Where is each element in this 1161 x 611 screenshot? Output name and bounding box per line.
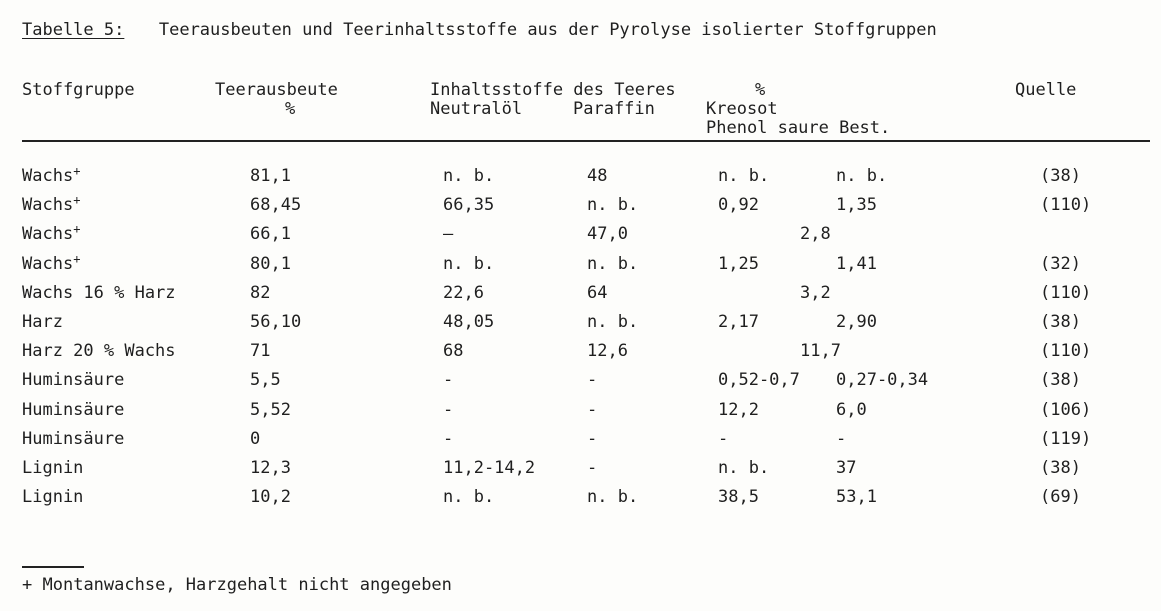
row-neutraloel-text: - (443, 429, 454, 449)
row-neutraloel-text: n. b. (443, 166, 495, 186)
row-quelle (1040, 195, 1091, 215)
row-saure-best-text: - (836, 429, 847, 449)
row-teerausbeute-text: 56,10 (250, 312, 302, 332)
row-paraffin (587, 341, 628, 361)
row-stoffgruppe (22, 400, 124, 420)
footnote-marker: + (22, 575, 33, 595)
row-neutraloel (443, 224, 453, 244)
row-neutraloel (443, 166, 494, 186)
row-stoffgruppe-text: Wachs (22, 195, 74, 215)
row-teerausbeute-text: 12,3 (250, 458, 291, 478)
footnote-text: Montanwachse, Harzgehalt nicht angegeben (42, 575, 452, 595)
row-quelle-text: (38) (1040, 166, 1081, 186)
header-teerausbeute-unit: % (285, 99, 296, 119)
footnote-ref: + (73, 252, 81, 266)
row-teerausbeute (250, 341, 270, 361)
row-phenol-text: - (718, 429, 729, 449)
row-phenol-text: 0,92 (718, 195, 759, 215)
row-quelle (1040, 487, 1081, 507)
row-teerausbeute (250, 166, 291, 186)
row-phenol (718, 166, 769, 186)
row-stoffgruppe-text: Harz 20 % Wachs (22, 341, 176, 361)
row-teerausbeute (250, 283, 270, 303)
row-phenol-text: 12,2 (718, 400, 759, 420)
row-saure-best (836, 195, 877, 215)
row-paraffin (587, 312, 638, 332)
row-teerausbeute (250, 429, 260, 449)
row-neutraloel (443, 370, 453, 390)
row-neutraloel-text: – (443, 224, 454, 244)
row-quelle-text: (32) (1040, 254, 1081, 274)
row-quelle-text: (119) (1040, 429, 1092, 449)
row-saure-best-text: 1,41 (836, 254, 877, 274)
row-teerausbeute (250, 458, 291, 478)
row-stoffgruppe (22, 429, 124, 449)
header-kreosot-sub (706, 118, 890, 138)
row-quelle (1040, 341, 1091, 361)
row-neutraloel-text: 68 (443, 341, 464, 361)
row-stoffgruppe (22, 487, 83, 507)
row-neutraloel-text: 22,6 (443, 283, 484, 303)
header-rule (22, 140, 1150, 142)
row-saure-best (836, 458, 856, 478)
row-teerausbeute (250, 224, 291, 244)
row-phenol (718, 400, 759, 420)
row-stoffgruppe-text: Lignin (22, 458, 84, 478)
row-quelle (1040, 370, 1081, 390)
header-paraffin: Paraffin (573, 99, 655, 119)
row-neutraloel-text: n. b. (443, 487, 495, 507)
row-stoffgruppe (22, 312, 63, 332)
row-stoffgruppe-text: Wachs (22, 224, 74, 244)
row-teerausbeute-text: 66,1 (250, 224, 291, 244)
caption-title: Teerausbeuten und Teerinhaltsstoffe aus der Pyrolyse isolierter Stoffgruppen (158, 20, 937, 40)
row-phenol (718, 458, 769, 478)
footnote (22, 575, 452, 595)
row-saure-best (836, 400, 867, 420)
row-stoffgruppe (22, 341, 176, 361)
row-paraffin-text: 48 (587, 166, 608, 186)
header-teerausbeute: Teerausbeute (215, 80, 338, 100)
row-paraffin (587, 429, 597, 449)
row-saure-best (836, 370, 928, 390)
row-teerausbeute (250, 254, 291, 274)
row-stoffgruppe (22, 224, 80, 245)
row-teerausbeute (250, 370, 281, 390)
row-teerausbeute-text: 71 (250, 341, 271, 361)
row-saure-best (836, 487, 877, 507)
caption-label: Tabelle 5: (22, 20, 125, 40)
row-paraffin (587, 166, 607, 186)
row-quelle-text: (38) (1040, 458, 1081, 478)
row-neutraloel (443, 429, 453, 449)
row-teerausbeute-text: 68,45 (250, 195, 302, 215)
row-saure-best-text: 53,1 (836, 487, 877, 507)
row-kreosot-total: 3,2 (800, 283, 831, 303)
row-quelle (1040, 283, 1091, 303)
row-teerausbeute-text: 81,1 (250, 166, 291, 186)
row-phenol-text: 1,25 (718, 254, 759, 274)
row-phenol (718, 254, 759, 274)
row-teerausbeute-text: 5,52 (250, 400, 291, 420)
row-kreosot-total: 2,8 (800, 224, 831, 244)
row-paraffin (587, 195, 638, 215)
row-stoffgruppe (22, 283, 176, 303)
row-stoffgruppe-text: Huminsäure (22, 400, 125, 420)
row-stoffgruppe-text: Wachs (22, 254, 74, 274)
footnote-ref: + (73, 164, 81, 178)
row-phenol-text: 0,52-0,7 (718, 370, 800, 390)
row-neutraloel (443, 283, 484, 303)
row-phenol-text: n. b. (718, 458, 770, 478)
row-paraffin (587, 458, 597, 478)
header-inhaltsstoffe-unit: % (755, 80, 766, 100)
row-paraffin-text: 64 (587, 283, 608, 303)
row-teerausbeute (250, 400, 291, 420)
row-neutraloel (443, 254, 494, 274)
row-paraffin-text: n. b. (587, 487, 639, 507)
row-saure-best-text: n. b. (836, 166, 888, 186)
row-stoffgruppe (22, 166, 80, 187)
row-phenol-text: n. b. (718, 166, 770, 186)
table-caption (22, 20, 937, 40)
row-quelle-text: (38) (1040, 312, 1081, 332)
row-saure-best-text: 37 (836, 458, 857, 478)
row-saure-best (836, 166, 887, 186)
row-neutraloel-text: - (443, 400, 454, 420)
row-stoffgruppe (22, 195, 80, 216)
row-teerausbeute-text: 5,5 (250, 370, 281, 390)
row-stoffgruppe (22, 370, 124, 390)
row-stoffgruppe-text: Huminsäure (22, 429, 125, 449)
row-neutraloel (443, 341, 463, 361)
row-phenol (718, 429, 728, 449)
row-quelle (1040, 166, 1081, 186)
header-stoffgruppe: Stoffgruppe (22, 80, 135, 100)
row-neutraloel-text: - (443, 370, 454, 390)
row-stoffgruppe-text: Lignin (22, 487, 84, 507)
row-paraffin-text: n. b. (587, 254, 639, 274)
row-teerausbeute (250, 312, 301, 332)
row-quelle (1040, 458, 1081, 478)
row-neutraloel (443, 458, 535, 478)
row-paraffin-text: - (587, 429, 598, 449)
header-saure-best: saure Best. (777, 118, 891, 138)
row-neutraloel-text: n. b. (443, 254, 495, 274)
row-stoffgruppe (22, 254, 80, 275)
row-saure-best (836, 254, 877, 274)
row-phenol (718, 370, 800, 390)
footnote-rule (22, 566, 84, 568)
row-quelle (1040, 429, 1091, 449)
row-quelle-text: (106) (1040, 400, 1092, 420)
row-paraffin-text: - (587, 370, 598, 390)
row-paraffin-text: 47,0 (587, 224, 628, 244)
row-quelle-text: (110) (1040, 195, 1092, 215)
row-paraffin-text: - (587, 458, 598, 478)
row-quelle (1040, 254, 1081, 274)
row-teerausbeute (250, 195, 301, 215)
row-paraffin-text: n. b. (587, 312, 639, 332)
row-teerausbeute-text: 0 (250, 429, 261, 449)
row-paraffin (587, 487, 638, 507)
row-saure-best-text: 6,0 (836, 400, 867, 420)
row-quelle-text: (110) (1040, 283, 1092, 303)
row-quelle-text: (110) (1040, 341, 1092, 361)
row-paraffin-text: - (587, 400, 598, 420)
row-saure-best (836, 429, 846, 449)
row-phenol-text: 38,5 (718, 487, 759, 507)
header-neutraloel: Neutralöl (430, 99, 523, 119)
row-paraffin (587, 224, 628, 244)
row-saure-best (836, 312, 877, 332)
row-quelle (1040, 312, 1081, 332)
row-phenol-text: 2,17 (718, 312, 759, 332)
footnote-ref: + (73, 193, 81, 207)
row-phenol (718, 312, 759, 332)
header-phenol: Phenol (706, 118, 768, 138)
row-kreosot-total: 11,7 (800, 341, 841, 361)
row-neutraloel (443, 312, 494, 332)
row-paraffin-text: 12,6 (587, 341, 628, 361)
row-quelle (1040, 400, 1091, 420)
row-neutraloel-text: 66,35 (443, 195, 495, 215)
row-quelle-text: (69) (1040, 487, 1081, 507)
header-quelle: Quelle (1015, 80, 1077, 100)
row-stoffgruppe-text: Harz (22, 312, 63, 332)
row-neutraloel-text: 48,05 (443, 312, 495, 332)
row-teerausbeute-text: 80,1 (250, 254, 291, 274)
row-paraffin (587, 370, 597, 390)
row-paraffin (587, 254, 638, 274)
row-stoffgruppe-text: Wachs (22, 166, 74, 186)
row-neutraloel-text: 11,2-14,2 (443, 458, 536, 478)
row-teerausbeute-text: 82 (250, 283, 271, 303)
row-saure-best-text: 1,35 (836, 195, 877, 215)
header-inhaltsstoffe: Inhaltsstoffe des Teeres (430, 80, 676, 100)
row-stoffgruppe-text: Wachs 16 % Harz (22, 283, 176, 303)
row-neutraloel (443, 400, 453, 420)
row-paraffin-text: n. b. (587, 195, 639, 215)
row-saure-best-text: 0,27-0,34 (836, 370, 929, 390)
row-neutraloel (443, 487, 494, 507)
footnote-ref: + (73, 222, 81, 236)
row-phenol (718, 487, 759, 507)
row-stoffgruppe (22, 458, 83, 478)
row-teerausbeute (250, 487, 291, 507)
row-paraffin (587, 400, 597, 420)
row-teerausbeute-text: 10,2 (250, 487, 291, 507)
header-kreosot: Kreosot (706, 99, 778, 119)
row-phenol (718, 195, 759, 215)
row-saure-best-text: 2,90 (836, 312, 877, 332)
row-quelle-text: (38) (1040, 370, 1081, 390)
row-paraffin (587, 283, 607, 303)
row-stoffgruppe-text: Huminsäure (22, 370, 125, 390)
row-neutraloel (443, 195, 494, 215)
